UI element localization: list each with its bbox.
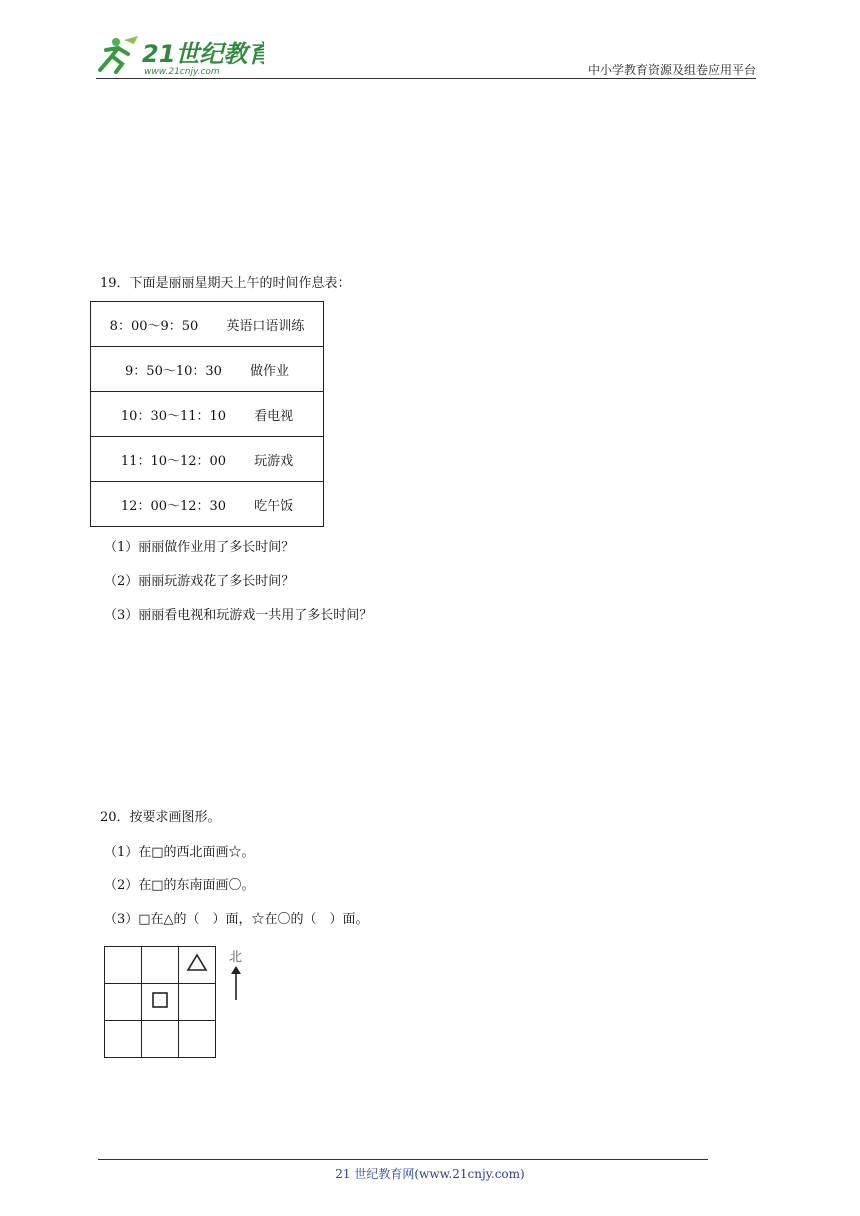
grid-cell <box>142 1021 179 1058</box>
grid-cell <box>105 984 142 1021</box>
grid-cell <box>179 984 216 1021</box>
header-platform-text: 中小学教育资源及组卷应用平台 <box>587 63 756 77</box>
schedule-table <box>90 301 324 527</box>
q20-sub2: （2）在□的东南面画〇。 <box>104 878 255 893</box>
q19-sub3: （3）丽丽看电视和玩游戏一共用了多长时间？ <box>104 608 373 623</box>
grid-cell <box>142 984 179 1021</box>
schedule-activity: 吃午饭 <box>254 498 294 514</box>
direction-grid <box>104 946 216 1058</box>
north-arrow-icon <box>229 964 243 1006</box>
north-label: 北 <box>229 950 243 965</box>
q19-title: 19．下面是丽丽星期天上午的时间作息表： <box>100 276 351 291</box>
square-icon <box>150 990 170 1010</box>
schedule-activity: 做作业 <box>249 363 289 379</box>
header-divider <box>96 78 756 79</box>
table-row <box>91 302 324 347</box>
footer-text: 21 世纪教育网(www.21cnjy.com) <box>335 1167 525 1181</box>
grid-cell <box>142 947 179 984</box>
grid-cell <box>179 1021 216 1058</box>
q20-sub1: （1）在□的西北面画☆。 <box>104 845 255 860</box>
triangle-icon <box>186 953 208 973</box>
schedule-time: 8：00～9：50 <box>109 318 199 334</box>
footer-divider <box>98 1159 708 1160</box>
q19-sub1: （1）丽丽做作业用了多长时间？ <box>104 540 295 555</box>
site-logo <box>94 34 264 78</box>
grid-cell <box>105 947 142 984</box>
q20-sub3: （3）□在△的（ ）面，☆在〇的（ ）面。 <box>104 912 369 927</box>
grid-cell <box>105 1021 142 1058</box>
table-row <box>91 482 324 527</box>
svg-text:www.21cnjy.com: www.21cnjy.com <box>144 67 220 77</box>
q20-title: 20．按要求画图形。 <box>100 810 221 825</box>
schedule-time: 12：00～12：30 <box>120 498 227 514</box>
table-row <box>91 347 324 392</box>
grid-cell <box>179 947 216 984</box>
schedule-time: 10：30～11：10 <box>120 408 227 424</box>
q19-sub2: （2）丽丽玩游戏花了多长时间？ <box>104 574 295 589</box>
schedule-activity: 看电视 <box>254 408 294 424</box>
svg-text:21世纪教育: 21世纪教育 <box>142 40 264 68</box>
table-row <box>91 392 324 437</box>
table-row <box>91 437 324 482</box>
schedule-activity: 英语口语训练 <box>226 318 305 334</box>
schedule-time: 9：50～10：30 <box>125 363 222 379</box>
schedule-activity: 玩游戏 <box>254 453 294 469</box>
schedule-time: 11：10～12：00 <box>120 453 227 469</box>
